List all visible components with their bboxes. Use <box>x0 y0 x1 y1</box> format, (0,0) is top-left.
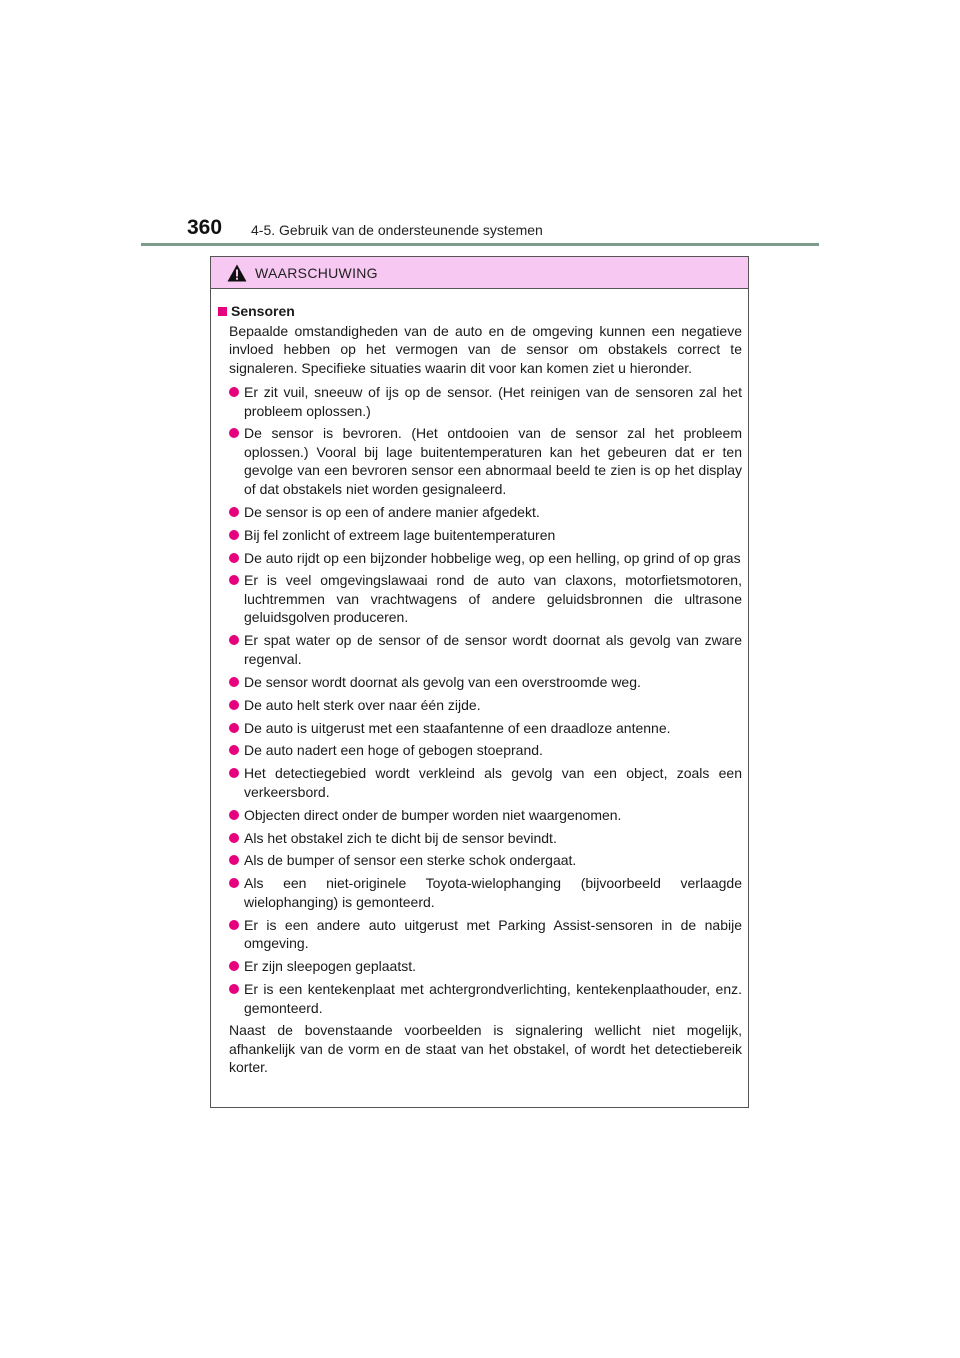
square-bullet-icon <box>218 307 227 316</box>
list-item <box>218 503 742 522</box>
bullet-dot-icon <box>229 920 239 930</box>
list-item <box>218 764 742 801</box>
list-item-text: De sensor is bevroren. (Het ontdooien van de sensor zal het probleem oplossen.) Vooral bij lage buitentemperaturen kan het gebeuren dat er ten gevolge van een bevroren sensor een abnormaal beeld te zien is op het display of dat obstakels niet worden gesignaleerd. <box>244 425 742 497</box>
bullet-dot-icon <box>229 810 239 820</box>
warning-triangle-icon <box>227 264 247 282</box>
section-heading-label: Sensoren <box>231 303 295 319</box>
bullet-dot-icon <box>229 855 239 865</box>
list-item <box>218 851 742 870</box>
intro-paragraph: Bepaalde omstandigheden van de auto en de omgeving kunnen een negatieve invloed hebben op het vermogen van de sensor om obstakels correct te signaleren. Specifieke situaties waarin dit voor kan komen ziet u hieronder. <box>229 322 742 376</box>
bullet-dot-icon <box>229 833 239 843</box>
list-item-text: Er is een kentekenplaat met achtergrondverlichting, kentekenplaathouder, enz. gemonteerd. <box>244 981 742 1016</box>
list-item <box>218 957 742 976</box>
bullet-dot-icon <box>229 878 239 888</box>
list-item-text: Als het obstakel zich te dicht bij de sensor bevindt. <box>244 829 557 846</box>
list-item-text: Het detectiegebied wordt verkleind als gevolg van een object, zoals een verkeersbord. <box>244 765 742 800</box>
bullet-dot-icon <box>229 530 239 540</box>
bullet-dot-icon <box>229 700 239 710</box>
bullet-dot-icon <box>229 635 239 645</box>
list-item <box>218 631 742 668</box>
section-heading <box>218 302 742 321</box>
list-item <box>218 383 742 420</box>
bullet-dot-icon <box>229 677 239 687</box>
bullet-dot-icon <box>229 507 239 517</box>
list-item-text: Er zijn sleepogen geplaatst. <box>244 958 416 975</box>
list-item <box>218 719 742 738</box>
section-title: 4-5. Gebruik van de ondersteunende systemen <box>251 222 543 238</box>
list-item-text: De sensor is op een of andere manier afgedekt. <box>244 503 540 520</box>
list-item-text: De auto rijdt op een bijzonder hobbelige weg, op een helling, op grind of op gras <box>244 549 741 566</box>
page-number: 360 <box>187 216 223 239</box>
bullet-dot-icon <box>229 984 239 994</box>
bullet-dot-icon <box>229 745 239 755</box>
list-item <box>218 874 742 911</box>
bullet-dot-icon <box>229 428 239 438</box>
list-item <box>218 916 742 953</box>
list-item <box>218 526 742 545</box>
list-item <box>218 696 742 715</box>
list-item <box>218 673 742 692</box>
list-item-text: Objecten direct onder de bumper worden niet waargenomen. <box>244 806 622 823</box>
list-item-text: Er spat water op de sensor of de sensor wordt doornat als gevolg van zware regenval. <box>244 632 742 667</box>
list-item <box>218 424 742 498</box>
list-item-text: Er is veel omgevingslawaai rond de auto van claxons, motorfietsmotoren, luchtremmen van vrachtwagens of andere geluidsbronnen die ultrasone geluidsgolven produceren. <box>244 572 742 626</box>
warning-header <box>211 257 748 289</box>
list-item-text: Als de bumper of sensor een sterke schok ondergaat. <box>244 852 577 869</box>
bullet-dot-icon <box>229 575 239 585</box>
bullet-dot-icon <box>229 387 239 397</box>
list-item-text: Er zit vuil, sneeuw of ijs op de sensor. (Het reinigen van de sensoren zal het probleem oplossen.) <box>244 384 742 419</box>
warning-title: WAARSCHUWING <box>255 264 378 281</box>
list-item <box>218 571 742 627</box>
list-item-text: De auto nadert een hoge of gebogen stoeprand. <box>244 742 543 759</box>
list-item-text: De auto helt sterk over naar één zijde. <box>244 696 481 713</box>
list-item <box>218 829 742 848</box>
bullet-dot-icon <box>229 768 239 778</box>
list-item-text: Er is een andere auto uitgerust met Parking Assist-sensoren in de nabije omgeving. <box>244 916 742 952</box>
warning-body <box>211 289 748 1077</box>
closing-paragraph: Naast de bovenstaande voorbeelden is signalering wellicht niet mogelijk, afhankelijk van de vorm en de staat van het obstakel, of wordt het detectiebereik korter. <box>229 1022 742 1076</box>
list-item-text: De sensor wordt doornat als gevolg van een overstroomde weg. <box>244 673 641 690</box>
bullet-dot-icon <box>229 553 239 563</box>
list-item <box>218 549 742 568</box>
header-divider <box>141 243 819 246</box>
list-item <box>218 741 742 760</box>
list-item-text: Als een niet-originele Toyota-wielophanging (bijvoorbeeld verlaagde wielophanging) is gemonteerd. <box>244 875 742 910</box>
bullet-dot-icon <box>229 723 239 733</box>
condition-list <box>218 383 742 1017</box>
warning-box <box>210 256 749 1108</box>
bullet-dot-icon <box>229 961 239 971</box>
list-item-text: Bij fel zonlicht of extreem lage buitentemperaturen <box>244 526 556 543</box>
list-item <box>218 806 742 825</box>
list-item <box>218 980 742 1017</box>
list-item-text: De auto is uitgerust met een staafantenne of een draadloze antenne. <box>244 719 671 736</box>
